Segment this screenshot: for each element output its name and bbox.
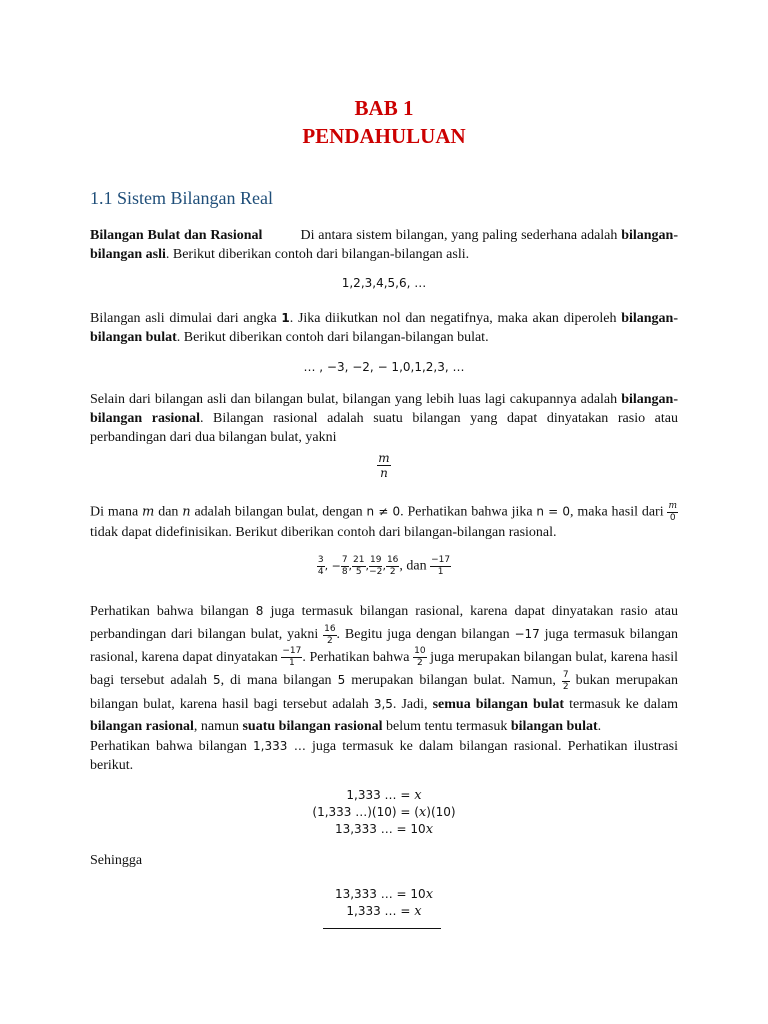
fraction: [413, 647, 426, 668]
fraction: [377, 452, 390, 479]
equation-line: [0, 821, 768, 838]
math-var: x: [425, 822, 434, 837]
chapter-label: BAB 1: [354, 96, 414, 120]
math-value: 1,333 …: [253, 739, 306, 753]
text-run: . Berikut diberikan contoh dari bilangan-bilangan bulat.: [176, 330, 489, 345]
text-run: juga termasuk ke dalam bilangan rasional. Perhatikan ilustrasi berikut.: [90, 739, 678, 773]
math-var: m: [378, 451, 390, 465]
text-run: termasuk ke dalam: [564, 696, 678, 712]
paragraph-rationals: [90, 390, 678, 447]
separator: , dan: [399, 558, 431, 574]
equation-line: [0, 886, 768, 903]
denominator: 8: [341, 567, 348, 577]
math-var: m: [668, 501, 677, 511]
math-value: 0: [669, 513, 676, 523]
math-expr: n = 0: [536, 504, 571, 519]
separator: , −: [324, 559, 341, 573]
fraction: [281, 647, 302, 668]
text-run: . Perhatikan bahwa jika: [400, 504, 537, 520]
bold-term: bilangan-bilangan rasional: [90, 392, 678, 426]
equation-integers: … , −3, −2, − 1,0,1,2,3, …: [303, 360, 465, 374]
chapter-title: PENDAHULUAN: [302, 124, 466, 148]
fraction: [430, 556, 451, 577]
math-expr: 13,333 … = 10: [334, 822, 426, 836]
math-value: 1: [281, 311, 290, 325]
bold-term: bilangan rasional: [90, 719, 194, 735]
math-var: n: [380, 466, 388, 480]
denominator: 5: [355, 567, 362, 577]
fraction: [341, 556, 349, 577]
text-run: . Berikut diberikan contoh dari bilangan-bilangan asli.: [165, 247, 470, 262]
text-run: , namun: [193, 719, 243, 735]
text-run: tidak dapat didefinisikan. Berikut diberikan contoh dari bilangan-bilangan rasional.: [90, 525, 557, 540]
section-title: 1.1 Sistem Bilangan Real: [90, 188, 273, 208]
equation-m-over-n: [0, 452, 768, 479]
fraction: [667, 502, 678, 523]
numerator: −17: [431, 555, 451, 565]
paragraph-repeating-decimal: [90, 737, 678, 775]
text-run: . Perhatikan bahwa: [302, 649, 414, 665]
equation-line: [0, 903, 768, 920]
equation-block-1: [0, 787, 768, 838]
paragraph-definition: [90, 502, 678, 542]
numerator: −17: [282, 646, 302, 657]
bold-term: bilangan-bilangan asli: [90, 228, 679, 262]
separator: ,: [382, 559, 386, 573]
paragraph-examples: [90, 600, 678, 738]
text-run: . Jika diikutkan nol dan negatifnya, maka akan diperoleh: [289, 311, 622, 326]
text-run: merupakan bilangan bulat. Namun,: [345, 673, 562, 689]
fraction: [369, 556, 382, 577]
text-run: adalah bilangan bulat, dengan: [190, 504, 367, 520]
math-var: x: [418, 805, 427, 820]
text-run: juga merupakan bilangan bulat, karena hasil bagi tersebut adalah: [90, 649, 678, 689]
math-expr: )(10): [426, 805, 456, 819]
denominator: 1: [437, 567, 444, 577]
numerator: 16: [324, 623, 336, 634]
numerator: 3: [317, 555, 324, 565]
equation-natural-numbers: 1,2,3,4,5,6, …: [341, 276, 427, 290]
bold-term: suatu bilangan rasional: [242, 719, 383, 735]
subtraction-rule: [323, 928, 441, 929]
denominator: 2: [326, 635, 333, 646]
text-run: , di mana bilangan: [220, 673, 338, 689]
denominator: 2: [389, 567, 396, 577]
math-expr: 13,333 … = 10: [334, 887, 426, 901]
chapter-heading: [0, 94, 768, 150]
math-expr: n ≠ 0: [366, 504, 401, 519]
numerator: 7: [562, 669, 569, 680]
math-value: −17: [514, 627, 540, 642]
fraction: [562, 671, 570, 692]
equation-line: [0, 804, 768, 821]
equation-rational-examples: [0, 556, 768, 577]
text-run: dan: [154, 504, 183, 520]
text-run: Di mana: [90, 504, 143, 520]
text-run: Di antara sistem bilangan, yang paling sederhana adalah: [300, 228, 618, 243]
fraction: [352, 556, 365, 577]
paragraph-integers: [90, 309, 678, 347]
numerator: 7: [341, 555, 348, 565]
fraction: [386, 556, 399, 577]
text-run: Perhatikan bahwa bilangan: [90, 739, 254, 754]
separator: ,: [348, 559, 353, 573]
math-var: x: [414, 904, 422, 919]
text-run: juga termasuk bilangan rasional, karena dapat dinyatakan rasio atau perbandingan dari bilangan bulat, yakni: [90, 604, 678, 643]
math-expr: (1,333 …)(10) = (: [312, 805, 419, 819]
text-run: . Jadi,: [392, 696, 433, 712]
equation-line: [0, 787, 768, 804]
math-var: x: [425, 887, 434, 902]
text-run: . Begitu juga dengan bilangan: [336, 627, 515, 643]
text-run: belum tentu termasuk: [382, 719, 511, 735]
separator: ,: [365, 559, 369, 573]
math-var: n: [182, 504, 191, 520]
paragraph-intro: [90, 226, 678, 264]
denominator: −2: [369, 567, 383, 577]
bold-term: bilangan-bilangan bulat: [90, 311, 678, 345]
math-value: 8: [255, 604, 264, 618]
text-run: juga termasuk bilangan rasional, karena dapat dinyatakan: [90, 627, 678, 665]
math-var: m: [142, 504, 155, 520]
math-value: 5: [337, 673, 346, 688]
fraction: [323, 625, 336, 646]
numerator: 16: [386, 555, 399, 565]
text-run: .: [597, 719, 602, 735]
paragraph-heading: Bilangan Bulat dan Rasional: [90, 228, 263, 243]
text-run: , maka hasil dari: [570, 504, 668, 520]
fraction: [317, 556, 325, 577]
equation-block-2: [0, 886, 768, 920]
numerator: 21: [353, 555, 365, 565]
text-run: Selain dari bilangan asli dan bilangan bulat, bilangan yang lebih luas lagi cakupannya adalah: [90, 392, 622, 407]
math-var: x: [414, 788, 422, 803]
text-run: Bilangan asli dimulai dari angka: [90, 311, 282, 326]
denominator: 2: [562, 681, 569, 692]
sehingga-label: Sehingga: [90, 853, 143, 868]
bold-term: semua bilangan bulat: [432, 696, 565, 712]
math-expr: 1,333 … =: [346, 788, 415, 802]
numerator: 19: [370, 555, 382, 565]
math-value: 5: [212, 673, 221, 688]
denominator: 2: [416, 658, 423, 669]
math-expr: 1,333 … =: [346, 904, 415, 918]
bold-term: bilangan bulat: [510, 719, 598, 735]
denominator: 1: [288, 658, 295, 669]
text-run: Perhatikan bahwa bilangan: [90, 604, 256, 619]
denominator: 4: [317, 567, 324, 577]
math-value: 3,5: [373, 696, 393, 711]
text-run: bukan merupakan bilangan bulat, karena hasil bagi tersebut adalah: [90, 673, 678, 712]
text-run: . Bilangan rasional adalah suatu bilangan yang dapat dinyatakan rasio atau perbandingan dari dua bilangan bulat, yakni: [90, 411, 678, 445]
numerator: 10: [414, 646, 426, 657]
